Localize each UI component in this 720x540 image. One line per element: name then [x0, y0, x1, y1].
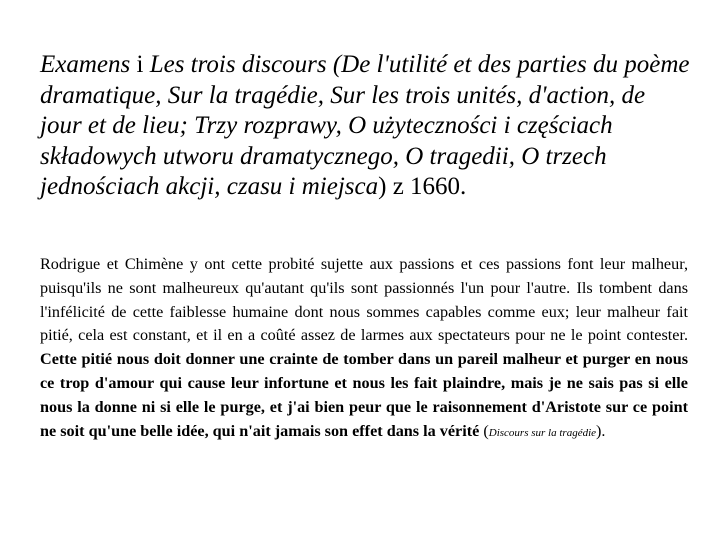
heading-works-title: Examens — [40, 51, 131, 78]
heading — [40, 50, 690, 203]
citation-close-paren: ). — [596, 421, 606, 440]
heading-discourses-title: Les trois discours (De l'utilité et des parties du poème dramatique, Sur la tragédie, Sur les trois unités, d'action, de jour et de lieu; Trzy rozprawy, O użyteczności i częściach składowych utworu dramatycznego, O tragedii, O trzech jednościach akcji, czasu i miejsca — [40, 51, 690, 200]
heading-year: ) z 1660. — [378, 173, 467, 200]
citation-open-paren: ( — [479, 421, 489, 440]
citation-source: Discours sur la tragédie — [488, 426, 597, 439]
heading-connector: i — [130, 51, 150, 78]
quote-paragraph — [40, 253, 688, 445]
quote-bold-text: Cette pitié nous doit donner une crainte de tomber dans un pareil malheur et purger en nous ce trop d'amour qui cause leur infortune et nous les fait plaindre, mais je ne sais pas si elle nous la donne ni si elle le purge, et j'ai bien peur que le raisonnement d'Aristote sur ce point ne soit qu'une belle idée, qui n'ait jamais son effet dans la vérité — [40, 350, 688, 440]
quote-plain-text: Rodrigue et Chimène y ont cette probité sujette aux passions et ces passions font leur malheur, puisqu'ils ne sont malheureux qu'autant qu'ils sont passionnés l'un pour l'autre. Ils tombent dans l'infélicité de cette faiblesse humaine dont nous sommes capables comme eux; leur malheur fait pitié, cela est constant, et il en a coûté assez de larmes aux spectateurs pour ne le point contester. — [40, 255, 688, 345]
